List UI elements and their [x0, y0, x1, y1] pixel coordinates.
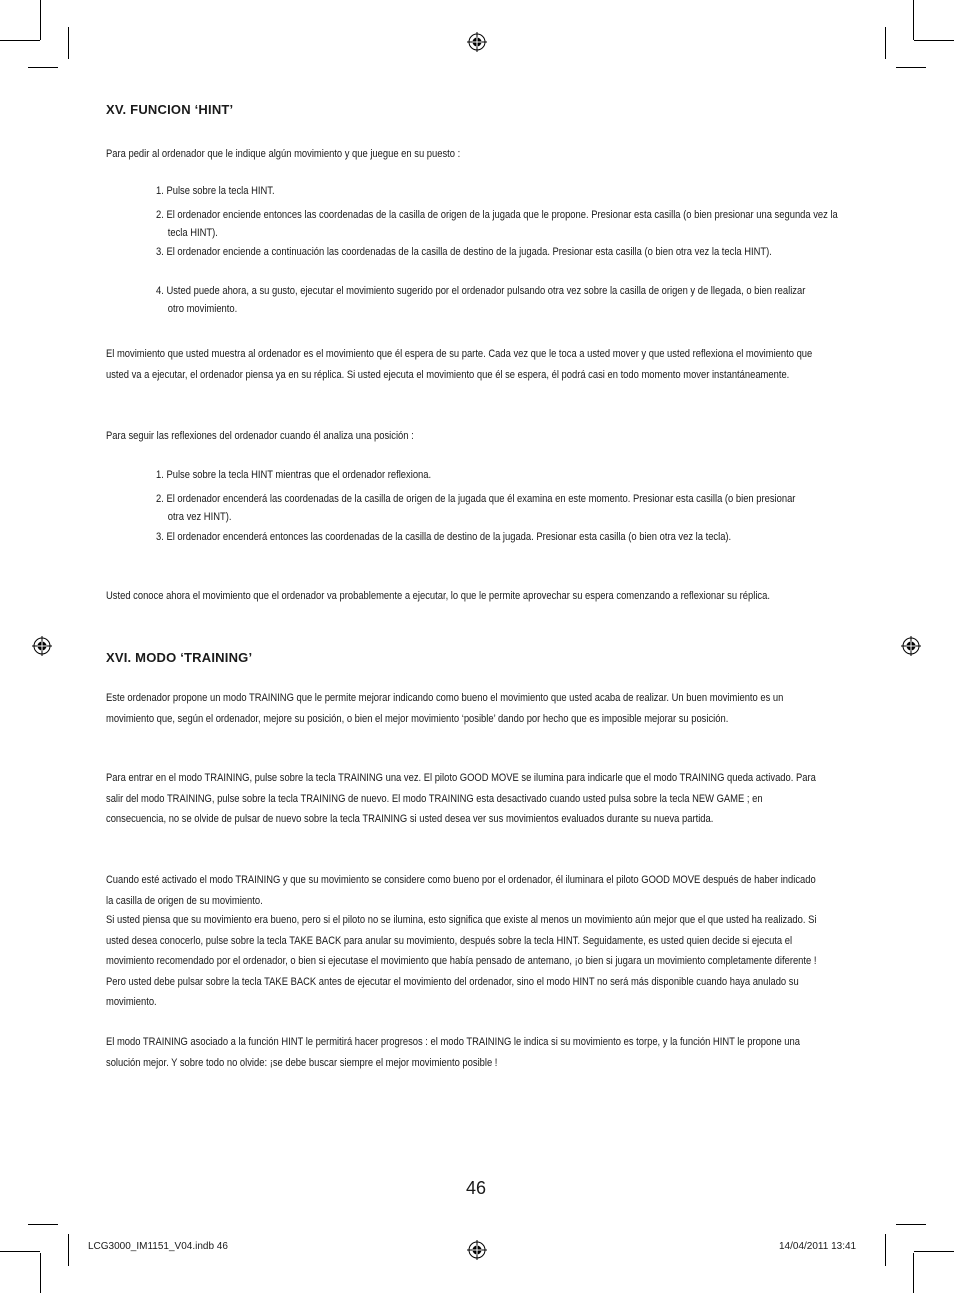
- registration-mark-icon: [467, 32, 487, 52]
- section-title: XV. FUNCION ‘HINT’: [106, 102, 234, 117]
- page-number: 46: [466, 1178, 487, 1198]
- registration-mark-icon: [901, 636, 921, 656]
- crop-mark: [40, 0, 41, 40]
- section-title: XVI. MODO ‘TRAINING’: [106, 650, 253, 665]
- paragraph: Este ordenador propone un modo TRAINING que le permite mejorar indicando como bueno el movimiento que usted acaba de realizar. Un buen movimiento es un movimiento que, según el ordenador, mejore su posición, o bien el mejor movimiento ‘posible’ dando por hecho que es imposible mejorar su posición.: [106, 692, 784, 725]
- crop-mark: [885, 1234, 886, 1266]
- crop-mark: [914, 1251, 954, 1252]
- paragraph: Usted conoce ahora el movimiento que el ordenador va probablemente a ejecutar, lo que le permite aprovechar su espera comenzando a reflexionar su réplica.: [106, 590, 770, 602]
- crop-mark: [0, 1251, 40, 1252]
- registration-mark-icon: [467, 1240, 487, 1260]
- paragraph: Cuando esté activado el modo TRAINING y que su movimiento se considere como bueno por el ordenador, él iluminara el piloto GOOD MOVE después de haber indicado la casilla de origen de su movimiento.: [106, 874, 816, 907]
- crop-mark: [913, 1253, 914, 1293]
- paragraph: Para seguir las reflexiones del ordenador cuando él analiza una posición :: [106, 430, 414, 442]
- crop-mark: [913, 0, 914, 40]
- crop-mark: [885, 27, 886, 59]
- paragraph: El movimiento que usted muestra al ordenador es el movimiento que él espera de su parte. Cada vez que le toca a usted mover y que usted reflexiona el movimiento que usted va a ejecutar, el ordenador piensa ya en su réplica. Si usted ejecuta el movimiento que él se espera, él podrá casi en todo momento mover instantáneamente.: [106, 348, 813, 381]
- list-item: 1. Pulse sobre la tecla HINT.: [156, 185, 275, 197]
- list-item: 4. Usted puede ahora, a su gusto, ejecutar el movimiento sugerido por el ordenador pulsando otra vez sobre la casilla de origen y de llegada, o bien realizar otro movimiento.: [156, 285, 806, 315]
- list-item: 3. El ordenador encenderá entonces las coordenadas de la casilla de destino de la jugada. Presionar esta casilla (o bien otra vez la tecla).: [156, 531, 732, 543]
- list-item: 2. El ordenador encenderá las coordenadas de la casilla de origen de la jugada que él examina en este momento. Presionar esta casilla (o bien presionar otra vez HINT).: [156, 493, 796, 523]
- crop-mark: [40, 1253, 41, 1293]
- list-item: 1. Pulse sobre la tecla HINT mientras que el ordenador reflexiona.: [156, 469, 432, 481]
- list-item: 3. El ordenador enciende a continuación las coordenadas de la casilla de destino de la jugada. Presionar esta casilla (o bien otra vez la tecla HINT).: [156, 246, 772, 258]
- crop-mark: [896, 1224, 926, 1225]
- paragraph: El modo TRAINING asociado a la función HINT le permitirá hacer progresos : el modo TRAINING le indica si su movimiento es torpe, y la función HINT le propone una solución mejor. Y sobre todo no olvide: ¡se debe buscar siempre el mejor movimiento posible !: [106, 1036, 800, 1069]
- crop-mark: [28, 1224, 58, 1225]
- crop-mark: [68, 1234, 69, 1266]
- slug-timestamp: 14/04/2011 13:41: [779, 1241, 857, 1252]
- registration-mark-icon: [32, 636, 52, 656]
- crop-mark: [28, 67, 58, 68]
- paragraph: Para entrar en el modo TRAINING, pulse sobre la tecla TRAINING una vez. El piloto GOOD MOVE se ilumina para indicarle que el modo TRAINING queda activado. Para salir del modo TRAINING, pulse sobre la tecla TRAINING de nuevo. El modo TRAINING esta desactivado cuando usted pulsa sobre la tecla NEW GAME ; en consecuencia, no se olvide de pulsar de nuevo sobre la tecla TRAINING si usted desea ver sus movimientos evaluados durante su nueva partida.: [106, 772, 816, 825]
- crop-mark: [896, 67, 926, 68]
- crop-mark: [0, 40, 40, 41]
- crop-mark: [914, 40, 954, 41]
- paragraph: Si usted piensa que su movimiento era bueno, pero si el piloto no se ilumina, esto significa que existe al menos un movimiento aún mejor que el que usted ha realizado. Si usted desea conocerlo, pulse sobre la tecla TAKE BACK para anular su movimiento, después sobre la tecla HINT. Seguidamente, es usted quien decide si ejecuta el movimiento recomendado por el ordenador, o bien si ejecutase el movimiento que había pensado de antemano, ¡o bien si jugara un movimiento completamente diferente ! Pero usted debe pulsar sobre la tecla TAKE BACK antes de ejecutar el movimiento del ordenador, sino el modo HINT no será más disponible cuando haya anulado su movimiento.: [106, 914, 817, 1008]
- list-item: 2. El ordenador enciende entonces las coordenadas de la casilla de origen de la jugada que le propone. Presionar esta casilla (o bien presionar una segunda vez la tecla HINT).: [156, 209, 838, 239]
- paragraph: Para pedir al ordenador que le indique algún movimiento y que juegue en su puesto :: [106, 148, 461, 160]
- slug-filename: LCG3000_IM1151_V04.indb 46: [88, 1241, 228, 1252]
- crop-mark: [68, 27, 69, 59]
